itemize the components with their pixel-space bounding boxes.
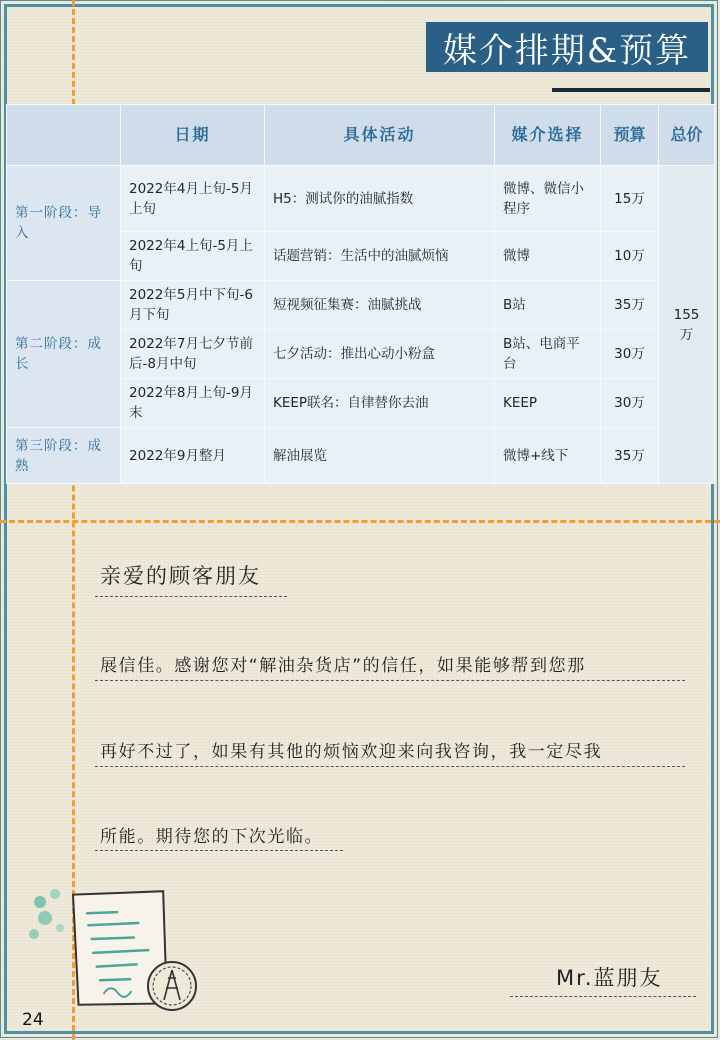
horizontal-dashed-divider	[0, 520, 720, 523]
signature-underline	[510, 996, 696, 997]
date-cell: 2022年4上旬-5月上旬	[121, 232, 265, 281]
activity-cell: 短视频征集赛：油腻挑战	[265, 281, 495, 330]
media-cell: B站、电商平台	[495, 330, 601, 379]
letter-underline	[95, 680, 685, 681]
activity-cell: 解油展览	[265, 428, 495, 484]
date-cell: 2022年8月上旬-9月末	[121, 379, 265, 428]
stage-cell: 第三阶段：成熟	[7, 428, 121, 484]
stage-cell: 第一阶段：导入	[7, 166, 121, 281]
salutation-underline	[95, 596, 287, 597]
header-budget: 预算	[601, 105, 659, 166]
table-row	[7, 166, 715, 232]
budget-cell: 10万	[601, 232, 659, 281]
media-cell: 微博	[495, 232, 601, 281]
letter-line: 再好不过了，如果有其他的烦恼欢迎来向我咨询，我一定尽我	[100, 742, 603, 762]
budget-cell: 15万	[601, 166, 659, 232]
title-underline	[552, 88, 710, 92]
media-cell: 微博+线下	[495, 428, 601, 484]
media-cell: B站	[495, 281, 601, 330]
header-media: 媒介选择	[495, 105, 601, 166]
header-stage	[7, 105, 121, 166]
budget-cell: 35万	[601, 281, 659, 330]
letter-underline	[95, 766, 685, 767]
letter-stamp-doodle-icon	[20, 880, 230, 1020]
media-schedule-table	[6, 104, 715, 484]
date-cell: 2022年4月上旬-5月上旬	[121, 166, 265, 232]
letter-line: 展信佳。感谢您对“解油杂货店”的信任，如果能够帮到您那	[100, 656, 586, 676]
date-cell: 2022年5月中下旬-6月下旬	[121, 281, 265, 330]
letter-salutation: 亲爱的顾客朋友	[100, 564, 261, 588]
date-cell: 2022年9月整月	[121, 428, 265, 484]
table-header-row	[7, 105, 715, 166]
table-row	[7, 428, 715, 484]
media-cell: 微博、微信小程序	[495, 166, 601, 232]
date-cell: 2022年7月七夕节前后-8月中旬	[121, 330, 265, 379]
letter-underline	[95, 850, 343, 851]
header-date: 日期	[121, 105, 265, 166]
letter-line: 所能。期待您的下次光临。	[100, 827, 324, 847]
page-number: 24	[22, 1010, 44, 1030]
signature: Mr.蓝朋友	[556, 966, 663, 990]
total-cell: 155万	[659, 166, 715, 484]
activity-cell: 七夕活动：推出心动小粉盒	[265, 330, 495, 379]
budget-cell: 30万	[601, 330, 659, 379]
page-title: 媒介排期&预算	[426, 22, 708, 72]
budget-cell: 35万	[601, 428, 659, 484]
activity-cell: 话题营销：生活中的油腻烦恼	[265, 232, 495, 281]
budget-cell: 30万	[601, 379, 659, 428]
stage-cell: 第二阶段：成长	[7, 281, 121, 428]
activity-cell: H5：测试你的油腻指数	[265, 166, 495, 232]
activity-cell: KEEP联名：自律替你去油	[265, 379, 495, 428]
media-cell: KEEP	[495, 379, 601, 428]
header-total: 总价	[659, 105, 715, 166]
header-activity: 具体活动	[265, 105, 495, 166]
table-row	[7, 281, 715, 330]
